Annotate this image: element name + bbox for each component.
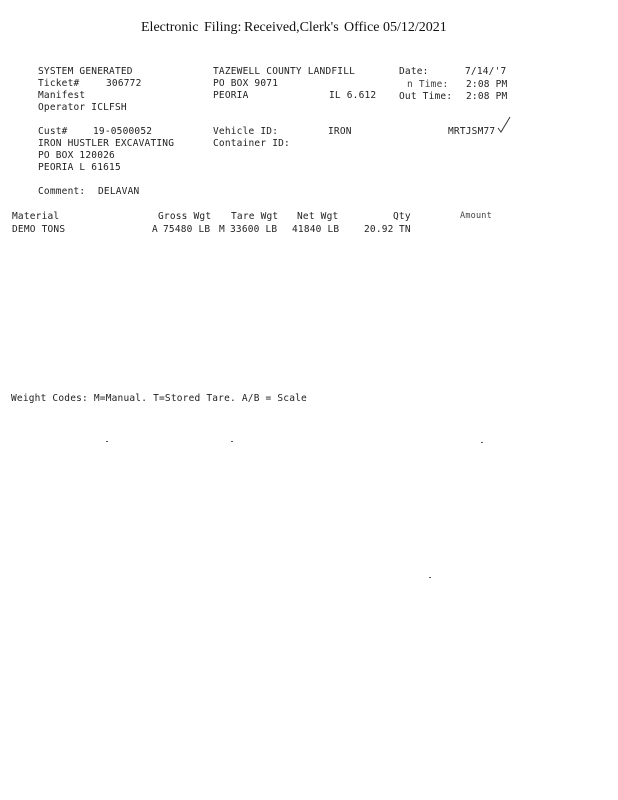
landfill-po-box: PO BOX 9071 (213, 78, 279, 89)
out-time-label: Out Time: (399, 91, 453, 102)
customer-city: PEORIA L 61615 (38, 162, 121, 173)
row-material: DEMO TONS (12, 224, 66, 235)
manifest-label: Manifest (38, 90, 86, 101)
row-tare-code: M (219, 224, 225, 235)
landfill-state-zip: IL 6.612 (329, 90, 377, 101)
date-value: 7/14/'7 (465, 66, 507, 77)
row-net-weight: 41840 LB (292, 224, 340, 235)
container-label: Container ID: (213, 138, 290, 149)
out-time-value: 2:08 PM (466, 91, 508, 102)
ticket-label: Ticket# (38, 78, 80, 89)
header-tare-weight: Tare Wgt (231, 211, 279, 222)
row-unit: TN (399, 224, 411, 235)
operator-line: Operator ICLFSH (38, 102, 127, 113)
vehicle-value: IRON (328, 126, 352, 137)
comment-value: DELAVAN (98, 186, 140, 197)
scan-speck (106, 441, 108, 442)
stamp-received: Received,Clerk's (244, 20, 339, 35)
scan-speck (231, 441, 233, 442)
weight-codes-legend: Weight Codes: M=Manual. T=Stored Tare. A/B = Scale (11, 393, 307, 404)
in-time-value: 2:08 PM (466, 79, 508, 90)
vehicle-label: Vehicle ID: (213, 126, 279, 137)
header-qty: Qty (393, 211, 411, 222)
customer-po-box: PO BOX 120026 (38, 150, 115, 161)
ticket-number: 306772 (106, 78, 142, 89)
row-qty: 20.92 (364, 224, 394, 235)
customer-name: IRON HUSTLER EXCAVATING (38, 138, 175, 149)
landfill-name: TAZEWELL COUNTY LANDFILL (213, 66, 356, 77)
header-gross-weight: Gross Wgt (158, 211, 212, 222)
date-label: Date: (399, 66, 429, 77)
header-amount: Amount (460, 211, 492, 221)
stamp-filing: Filing: (204, 20, 242, 35)
in-time-label: n Time: (407, 79, 449, 90)
landfill-city: PEORIA (213, 90, 249, 101)
header-net-weight: Net Wgt (297, 211, 339, 222)
handwritten-check-mark-icon (497, 116, 511, 134)
cust-label: Cust# (38, 126, 68, 137)
row-gross-code: A (152, 224, 158, 235)
row-gross-weight: 75480 LB (163, 224, 211, 235)
stamp-electronic: Electronic (141, 20, 199, 35)
stamp-office: Office (344, 20, 380, 35)
cust-number: 19-0500052 (93, 126, 153, 137)
scan-speck (429, 577, 431, 578)
stamp-date: 05/12/2021 (383, 20, 447, 35)
scan-speck (481, 442, 483, 443)
row-tare-weight: 33600 LB (230, 224, 278, 235)
truck-id: MRTJSM77 (448, 126, 496, 137)
system-generated-label: SYSTEM GENERATED (38, 66, 133, 77)
comment-label: Comment: (38, 186, 86, 197)
header-material: Material (12, 211, 60, 222)
